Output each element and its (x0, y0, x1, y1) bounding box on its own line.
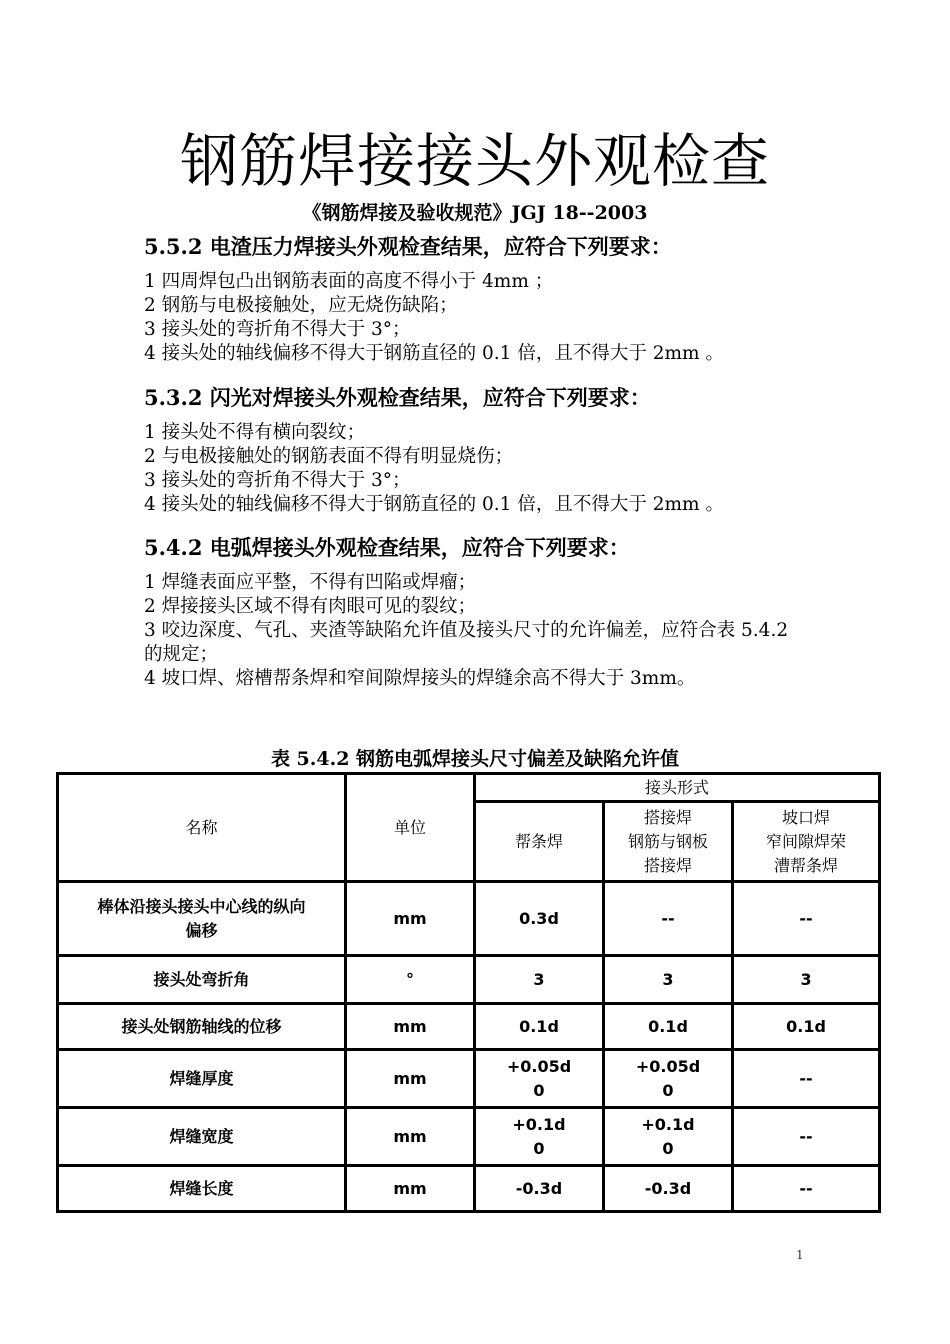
cell-line: 0 (662, 1138, 674, 1158)
header-col-lap-welding (604, 802, 733, 882)
cell-line: +0.05d (635, 1056, 701, 1076)
header-line: 漕帮条焊 (774, 855, 839, 875)
header-line: 窄间隙焊荣 (766, 831, 847, 851)
row-cell (604, 1108, 733, 1166)
list-item: 3 接头处的弯折角不得大于 3°； (144, 470, 411, 491)
section-electroslag (144, 232, 834, 366)
row-name: 接头处钢筋轴线的位移 (58, 1004, 346, 1050)
header-line: 搭接焊 (643, 855, 692, 875)
header-line: 坡口焊 (782, 807, 831, 827)
table-header-row (58, 774, 880, 802)
page-number: 1 (796, 1248, 804, 1262)
section-flash-butt (144, 383, 834, 517)
row-cell: 0.3d (475, 882, 604, 956)
section-arc-welding (144, 533, 812, 691)
list-item: 2 钢筋与电极接触处，应无烧伤缺陷； (144, 295, 458, 316)
list-item: 4 接头处的轴线偏移不得大于钢筋直径的 0.1 倍，且不得大于 2mm 。 (144, 494, 724, 515)
row-cell: -- (604, 882, 733, 956)
list-item: 2 焊接接头区域不得有肉眼可见的裂纹； (144, 596, 477, 617)
cell-line: +0.05d (506, 1056, 572, 1076)
row-cell (475, 1050, 604, 1108)
header-line: 钢筋与钢板 (627, 831, 708, 851)
row-cell: -- (733, 1166, 880, 1212)
section-heading: 5.3.2 闪光对焊接头外观检查结果，应符合下列要求： (144, 385, 651, 410)
row-name (58, 882, 346, 956)
section-heading: 5.4.2 电弧焊接头外观检查结果，应符合下列要求： (144, 535, 630, 560)
list-item: 1 接头处不得有横向裂纹； (144, 422, 366, 443)
cell-line: 0 (662, 1080, 674, 1100)
tolerance-table (56, 772, 881, 1213)
row-name: 焊缝宽度 (58, 1108, 346, 1166)
list-item: 1 四周焊包凸出钢筋表面的高度不得小于 4mm ； (144, 271, 554, 292)
row-unit: ° (346, 956, 475, 1004)
header-name: 名称 (58, 774, 346, 882)
header-unit: 单位 (346, 774, 475, 882)
header-line: 搭接焊 (643, 807, 692, 827)
section-heading: 5.5.2 电渣压力焊接头外观检查结果，应符合下列要求： (144, 234, 672, 259)
header-col-groove-welding (733, 802, 880, 882)
list-item: 3 接头处的弯折角不得大于 3°； (144, 319, 411, 340)
list-item: 4 坡口焊、熔槽帮条焊和窄间隙焊接头的焊缝余高不得大于 3mm。 (144, 668, 696, 689)
row-name-line: 偏移 (185, 920, 218, 940)
list-item: 3 咬边深度、气孔、夹渣等缺陷允许值及接头尺寸的允许偏差，应符合表 5.4.2 的规定； (144, 620, 789, 665)
row-unit: mm (346, 1108, 475, 1166)
row-cell: -- (733, 1050, 880, 1108)
row-name: 焊缝厚度 (58, 1050, 346, 1108)
row-cell: 3 (475, 956, 604, 1004)
row-unit: mm (346, 882, 475, 956)
cell-line: +0.1d (512, 1114, 566, 1134)
row-unit: mm (346, 1050, 475, 1108)
row-cell: -- (733, 1108, 880, 1166)
header-joint-form: 接头形式 (475, 774, 880, 802)
row-unit: mm (346, 1004, 475, 1050)
row-name: 接头处弯折角 (58, 956, 346, 1004)
table-row (58, 1166, 880, 1212)
page-title: 钢筋焊接接头外观检查 (179, 127, 770, 195)
cell-line: 0 (533, 1080, 545, 1100)
header-col-bar-welding: 帮条焊 (475, 802, 604, 882)
row-cell: 3 (733, 956, 880, 1004)
page-subtitle: 《钢筋焊接及验收规范》JGJ 18--2003 (302, 202, 648, 224)
cell-line: 0 (533, 1138, 545, 1158)
row-cell: 0.1d (733, 1004, 880, 1050)
table-row (58, 1004, 880, 1050)
row-unit: mm (346, 1166, 475, 1212)
list-item: 4 接头处的轴线偏移不得大于钢筋直径的 0.1 倍，且不得大于 2mm 。 (144, 343, 724, 364)
row-cell (604, 1050, 733, 1108)
row-name-line: 棒体沿接头接头中心线的纵向 (97, 896, 306, 916)
row-cell (475, 1108, 604, 1166)
table-row (58, 1108, 880, 1166)
table-row (58, 1050, 880, 1108)
row-cell: 0.1d (475, 1004, 604, 1050)
row-cell: 0.1d (604, 1004, 733, 1050)
list-item: 1 焊缝表面应平整，不得有凹陷或焊瘤； (144, 572, 477, 593)
row-cell: 3 (604, 956, 733, 1004)
table-row (58, 956, 880, 1004)
cell-line: +0.1d (641, 1114, 695, 1134)
row-name: 焊缝长度 (58, 1166, 346, 1212)
row-cell: -- (733, 882, 880, 956)
table-caption: 表 5.4.2 钢筋电弧焊接头尺寸偏差及缺陷允许值 (270, 748, 680, 770)
list-item: 2 与电极接触处的钢筋表面不得有明显烧伤； (144, 446, 514, 467)
row-cell: -0.3d (475, 1166, 604, 1212)
row-cell: -0.3d (604, 1166, 733, 1212)
table-row (58, 882, 880, 956)
